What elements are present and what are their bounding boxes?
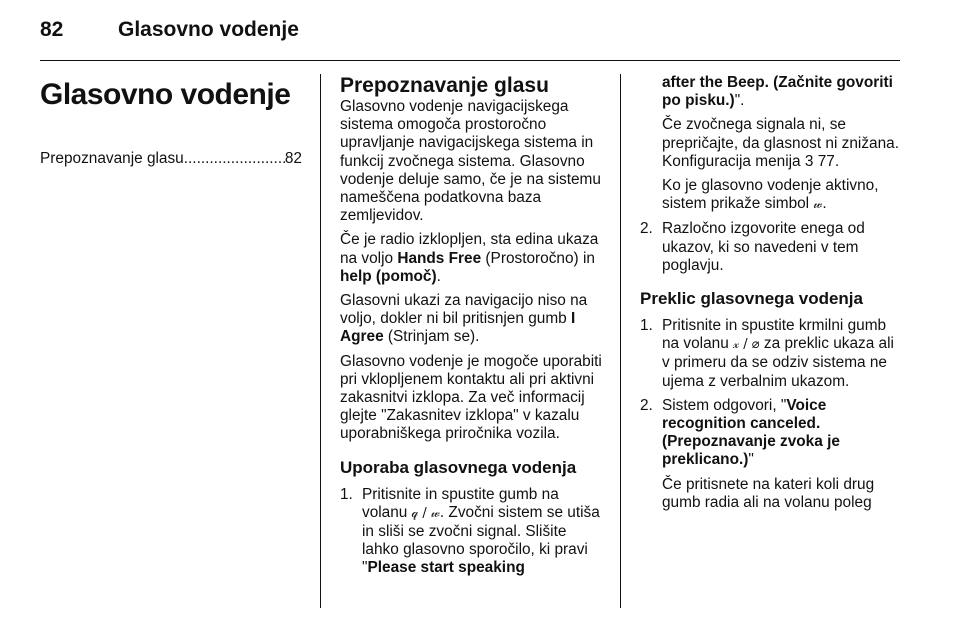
- column-divider: [320, 74, 321, 608]
- paragraph: Če je radio izklopljen, sta edina ukaza na voljo Hands Free (Prostoročno) in help (pomoč).: [340, 231, 599, 285]
- column-middle: [340, 74, 606, 584]
- chapter-title: Glasovno vodenje: [40, 78, 291, 111]
- paragraph: Glasovno vodenje navigacijskega sistema omogoča prostoročno upravljanje navigacijskega sistema in funkcij zvočnega sistema. Glasovno vodenje deluje samo, če je na sistemu nameščena podatkovna baza zemljevidov.: [340, 98, 601, 225]
- list-number: 2.: [640, 396, 653, 414]
- running-title: Glasovno vodenje: [118, 18, 299, 41]
- list-number: 1.: [340, 485, 353, 503]
- column-right: [640, 74, 902, 518]
- numbered-list: [340, 486, 606, 578]
- paragraph: Glasovno vodenje je mogoče uporabiti pri vklopljenem kontaktu ali pri aktivni zakasnitvi izklopa. Za več informacij glejte "Zakasnitev izklopa" v kazalu uporabniškega priročnika vozila.: [340, 352, 602, 443]
- list-number: 1.: [640, 317, 653, 335]
- list-item: 1. Pritisnite in spustite gumb na volanu 𝓆 / 𝓌. Zvočni sistem se utiša in sliši se zvočni signal. Slišite lahko glasovno sporočilo, ki pravi "Please start speaking: [340, 485, 600, 577]
- toc-entry-label: Prepoznavanje glasu: [40, 150, 184, 167]
- paragraph: Glasovni ukazi za navigacijo niso na voljo, dokler ni bil pritisnjen gumb I Agree (Strinjam se).: [340, 292, 588, 346]
- list-item: 1. Pritisnite in spustite krmilni gumb na volanu 𝓍 / ⌀ za preklic ukaza ali v primeru da se odziv sistema ne ujema z verbalnim ukazom.: [640, 317, 894, 390]
- subsection-title: Uporaba glasovnega vodenja: [340, 457, 577, 477]
- page-number: 82: [40, 18, 64, 41]
- list-item: 2. Sistem odgovori, "Voice recognition canceled. (Prepoznavanje zvoka je preklicano.)" Če pritisnete na kateri koli drug gumb radia ali na volanu poleg: [640, 396, 875, 511]
- page-reference-icon[interactable]: 3: [804, 152, 814, 170]
- mute-hangup-icon: 𝓍 / ⌀: [733, 337, 760, 353]
- phone-voice-icon: 𝓆 / 𝓌: [411, 505, 440, 521]
- list-number: 2.: [640, 220, 653, 238]
- section-title: Prepoznavanje glasu: [340, 74, 549, 97]
- column-divider: [620, 74, 621, 608]
- voice-symbol-icon: 𝓌: [813, 197, 823, 213]
- subsection-title: Preklic glasovnega vodenja: [640, 289, 863, 309]
- toc-entry[interactable]: [40, 150, 302, 168]
- toc-leader: [184, 150, 285, 168]
- column-left: [40, 74, 302, 168]
- list-item-continuation: after the Beep. (Začnite govoriti po pisku.)". Če zvočnega signala ni, se prepričajte, da glasnost ni znižana. Konfiguracija menija 3 77. Ko je glasovno vodenje aktivno, sistem prikaže simbol 𝓌.: [662, 74, 899, 213]
- toc-entry-page: 82: [284, 150, 302, 167]
- header-rule: [40, 60, 900, 61]
- list-item: 2. Razločno izgovorite enega od ukazov, ki so navedeni v tem poglavju.: [640, 220, 865, 274]
